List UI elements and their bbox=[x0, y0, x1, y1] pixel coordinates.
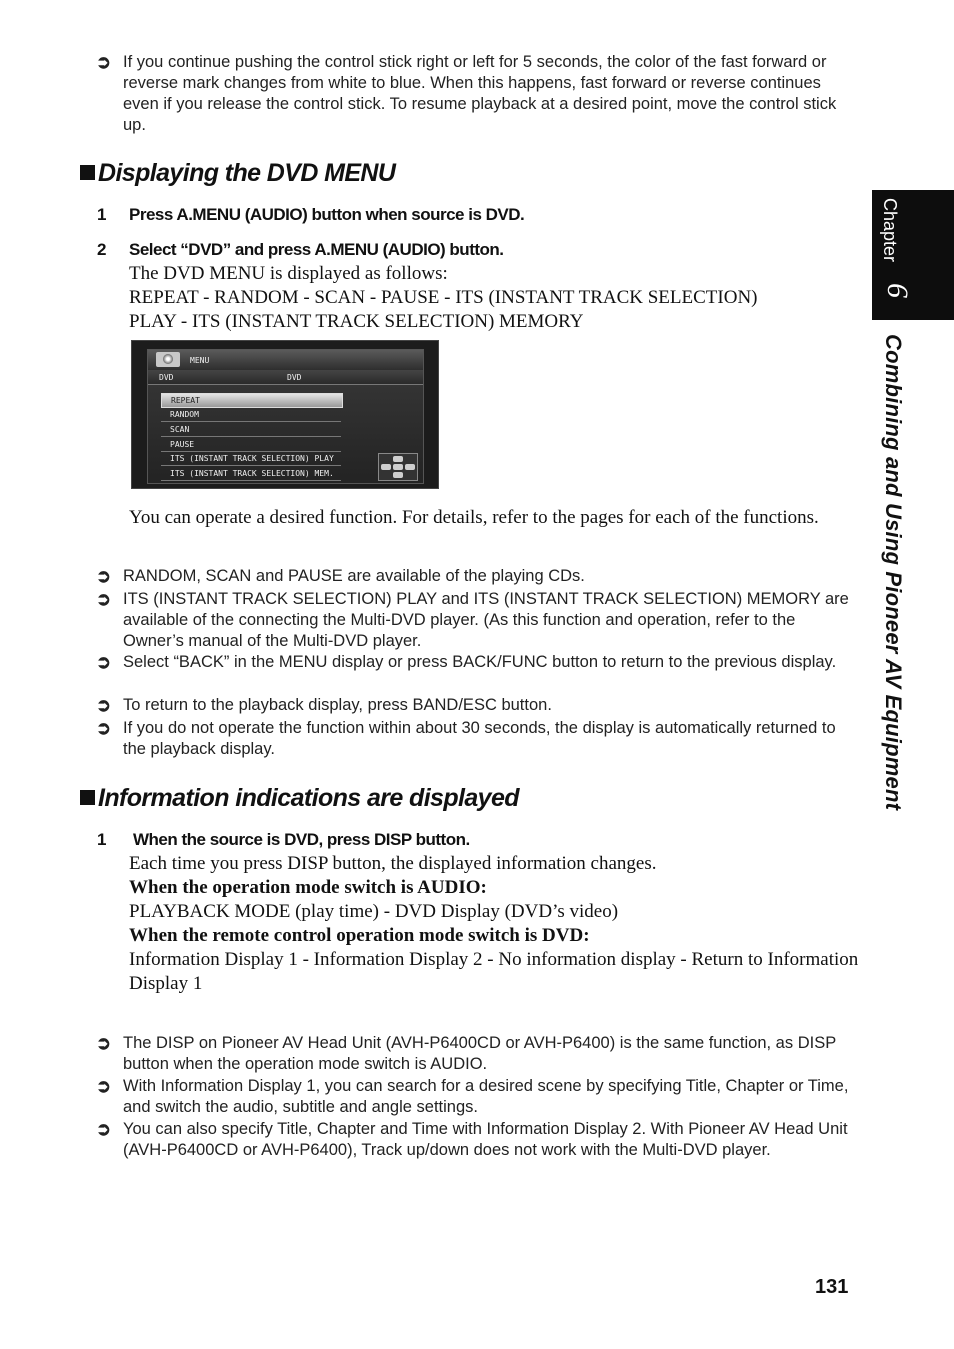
screen-menu-label: MENU bbox=[190, 356, 210, 365]
note-item: ➲ RANDOM, SCAN and PAUSE are available of the playing CDs. bbox=[96, 566, 585, 586]
arrow-icon: ➲ bbox=[96, 589, 112, 609]
screen-source-label: DVD bbox=[159, 373, 174, 382]
note-item: ➲ You can also specify Title, Chapter and Time with Information Display 2. With Pioneer AV Head Unit (AVH-P6400CD or AVH-P6400), Track up/down does not work with the Multi-DVD player. bbox=[96, 1119, 848, 1159]
screen-menu-item: RANDOM bbox=[161, 408, 341, 422]
step-1: 1 Press A.MENU (AUDIO) button when source is DVD. bbox=[97, 205, 525, 224]
intro-note bbox=[96, 52, 856, 136]
chapter-title: Combining and Using Pioneer AV Equipment bbox=[881, 334, 906, 811]
square-bullet-icon bbox=[80, 790, 95, 805]
step-2: 2 Select “DVD” and press A.MENU (AUDIO) button. bbox=[97, 240, 504, 259]
screen-menu-item: REPEAT bbox=[161, 393, 343, 408]
step-1-disp: 1 When the source is DVD, press DISP button. bbox=[97, 830, 470, 849]
arrow-icon: ➲ bbox=[96, 52, 112, 72]
screen-menu-item: ITS (INSTANT TRACK SELECTION) MEM. bbox=[161, 467, 341, 481]
arrow-icon: ➲ bbox=[96, 695, 112, 715]
square-bullet-icon bbox=[80, 165, 95, 180]
note-item: ➲ Select “BACK” in the MENU display or press BACK/FUNC button to return to the previous display. bbox=[96, 652, 837, 672]
dvd-mode-heading: When the remote control operation mode switch is DVD: bbox=[129, 925, 590, 946]
disp-description: Each time you press DISP button, the displayed information changes. When the operation mode switch is AUDIO: PLAYBACK MODE (play time) - DVD Display (DVD’s video) When the remote control operation mode switch is DVD: Information Display 1 - Information Display 2 - No information display - Return to Information Display 1 bbox=[129, 853, 859, 994]
direction-pad-icon bbox=[378, 453, 418, 481]
arrow-icon: ➲ bbox=[96, 566, 112, 586]
arrow-icon: ➲ bbox=[96, 652, 112, 672]
arrow-icon: ➲ bbox=[96, 1119, 112, 1139]
note-item: ➲ To return to the playback display, press BAND/ESC button. bbox=[96, 695, 552, 715]
menu-description: The DVD MENU is displayed as follows: REPEAT - RANDOM - SCAN - PAUSE - ITS (INSTANT TRACK SELECTION) PLAY - ITS (INSTANT TRACK SELECTION) MEMORY bbox=[129, 263, 758, 332]
chapter-label: Chapter bbox=[880, 198, 900, 263]
arrow-icon: ➲ bbox=[96, 718, 112, 738]
after-screen-text: You can operate a desired function. For details, refer to the pages for each of the functions. bbox=[129, 507, 819, 528]
note-item: ➲ ITS (INSTANT TRACK SELECTION) PLAY and ITS (INSTANT TRACK SELECTION) MEMORY are available of the connecting the Multi-DVD player. (As this function and operation, refer to the Owner’s manual of the Multi-DVD player. bbox=[96, 589, 849, 650]
section-heading-dvd-menu: Displaying the DVD MENU bbox=[80, 159, 395, 188]
note-item: ➲ With Information Display 1, you can search for a desired scene by specifying Title, Chapter or Time, and switch the audio, subtitle and angle settings. bbox=[96, 1076, 849, 1116]
disc-icon bbox=[156, 352, 180, 367]
screen-menu-item: ITS (INSTANT TRACK SELECTION) PLAY bbox=[161, 452, 341, 466]
screen-menu-item: SCAN bbox=[161, 423, 341, 437]
section-heading-information: Information indications are displayed bbox=[80, 784, 519, 813]
dvd-menu-screenshot bbox=[131, 340, 439, 489]
arrow-icon: ➲ bbox=[96, 1033, 112, 1053]
screen-menu-item: PAUSE bbox=[161, 438, 341, 452]
chapter-number: 6 bbox=[881, 283, 914, 298]
note-item: ➲ If you do not operate the function within about 30 seconds, the display is automatically returned to the playback display. bbox=[96, 718, 836, 758]
arrow-icon: ➲ bbox=[96, 1076, 112, 1096]
note-item: ➲ The DISP on Pioneer AV Head Unit (AVH-P6400CD or AVH-P6400) is the same function, as DISP button when the operation mode switch is AUDIO. bbox=[96, 1033, 836, 1073]
page-number: 131 bbox=[815, 1276, 849, 1298]
intro-note-text: If you continue pushing the control stick right or left for 5 seconds, the color of the fast forward or reverse mark changes from white to blue. When this happens, fast forward or reverse continues even if you release the control stick. To resume playback at a desired point, move the control stick up. bbox=[123, 53, 837, 134]
screen-center-label: DVD bbox=[287, 373, 302, 382]
audio-mode-heading: When the operation mode switch is AUDIO: bbox=[129, 877, 487, 898]
